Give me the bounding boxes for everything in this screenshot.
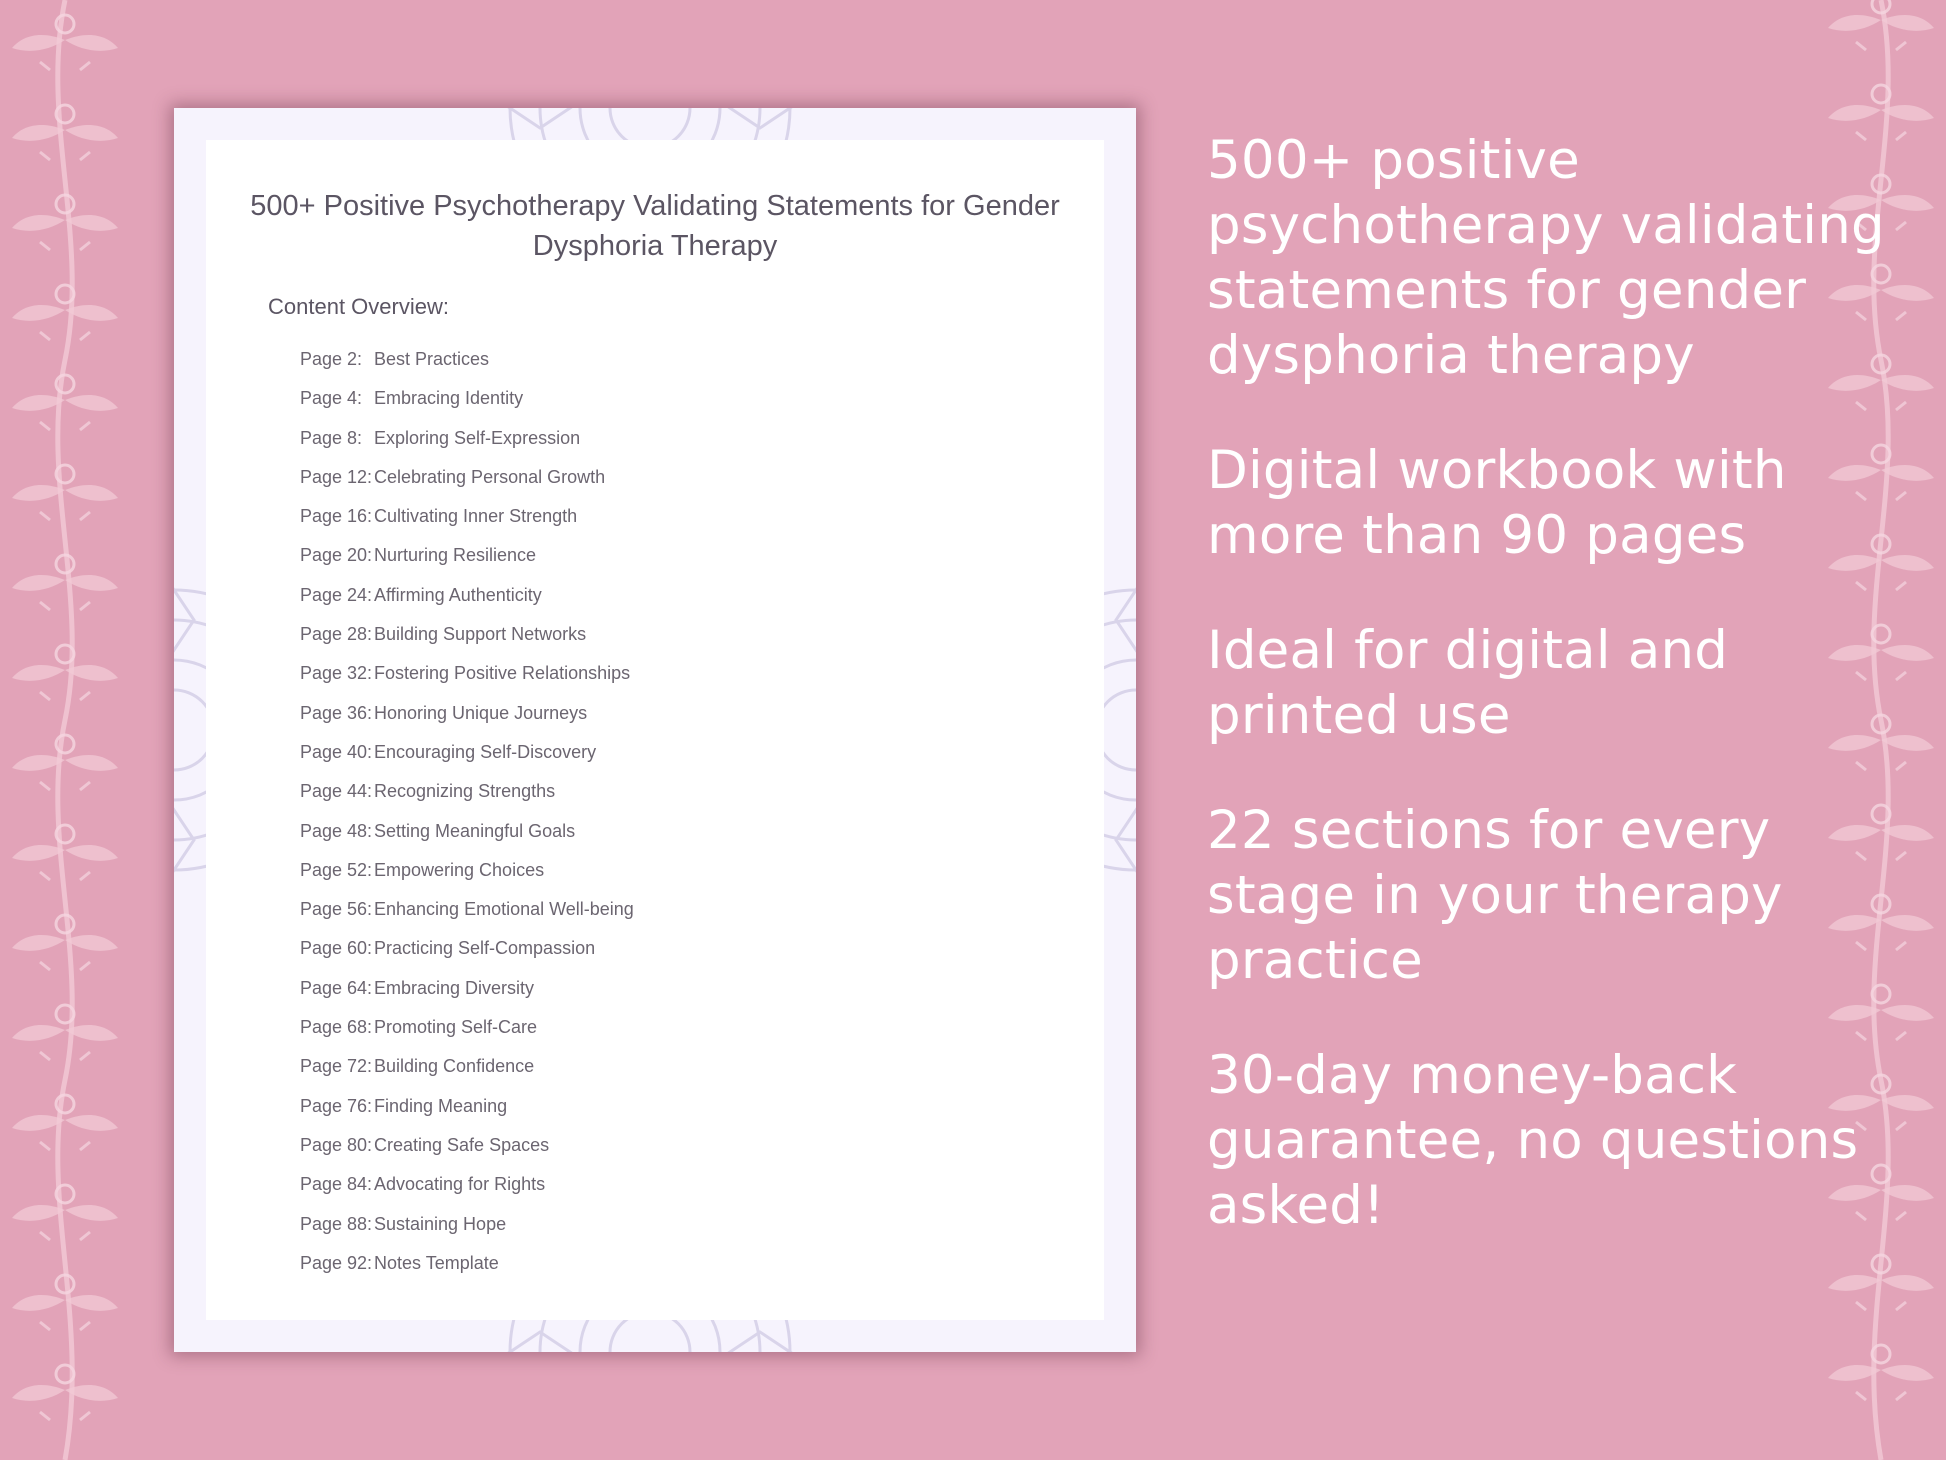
toc-section-title: Cultivating Inner Strength [374,506,578,527]
toc-section-title: Sustaining Hope [374,1213,507,1234]
toc-page-number: Page 4: [300,388,363,409]
toc-item [300,615,634,654]
toc-page-number: Page 92: [300,1252,373,1273]
toc-item [300,379,634,418]
feature-text: Digital workbook with more than 90 pages [1207,440,1787,566]
toc-section-title: Exploring Self-Expression [374,427,581,448]
document-title: 500+ Positive Psychotherapy Validating Statements for Gender Dysphoria Therapy [250,190,1060,262]
toc-page-number: Page 32: [300,663,373,684]
toc-page-number: Page 64: [300,977,373,998]
toc-item [300,851,634,890]
toc-page-number: Page 16: [300,506,373,527]
toc-page-number: Page 48: [300,820,373,841]
toc-item [300,419,634,458]
toc-section-title: Embracing Diversity [374,977,535,998]
worksheet-page [206,140,1104,1320]
toc-section-title: Encouraging Self-Discovery [374,741,597,762]
feature-text: 30-day money-back guarantee, no questions asked! [1207,1045,1859,1236]
toc-page-number: Page 76: [300,1095,373,1116]
toc-page-number: Page 52: [300,859,373,880]
toc-section-title: Celebrating Personal Growth [374,466,606,487]
toc-page-number: Page 20: [300,545,373,566]
toc-item [300,340,634,379]
toc-section-title: Fostering Positive Relationships [374,663,631,684]
toc-section-title: Notes Template [374,1252,499,1273]
feature-text: Ideal for digital and printed use [1207,620,1729,746]
toc-section-title: Advocating for Rights [374,1174,546,1195]
toc-section-title: Setting Meaningful Goals [374,820,576,841]
toc-page-number: Page 88: [300,1213,373,1234]
toc-item [300,890,634,929]
toc-item [300,497,634,536]
toc-section-title: Best Practices [374,349,490,369]
toc-page-number: Page 56: [300,899,373,920]
toc-item [300,458,634,497]
toc-item [300,1205,634,1244]
toc-page-number: Page 36: [300,702,373,723]
toc-item [300,1165,634,1204]
floral-vine-left-icon [0,0,130,1460]
toc-page-number: Page 44: [300,781,373,802]
toc-page-number: Page 28: [300,624,373,645]
toc-section-title: Building Support Networks [374,624,587,645]
toc-item [300,772,634,811]
toc-section-title: Nurturing Resilience [374,545,537,566]
toc-section-title: Finding Meaning [374,1095,508,1116]
toc-page-number: Page 72: [300,1056,373,1077]
toc-page-number: Page 40: [300,741,373,762]
toc-section-title: Promoting Self-Care [374,1017,538,1038]
toc-section-title: Practicing Self-Compassion [374,938,596,959]
toc-section-title: Recognizing Strengths [374,781,556,802]
toc-section-title: Affirming Authenticity [374,584,542,605]
toc-section-title: Honoring Unique Journeys [374,702,588,723]
toc-page-number: Page 84: [300,1174,373,1195]
toc-section-title: Empowering Choices [374,859,545,880]
toc-item [300,1008,634,1047]
toc-item [300,576,634,615]
toc-item [300,1126,634,1165]
toc-item [300,536,634,575]
toc-item [300,969,634,1008]
toc-section-title: Enhancing Emotional Well-being [374,899,634,920]
toc-section-title: Creating Safe Spaces [374,1134,550,1155]
toc-item [300,1087,634,1126]
toc-section-title: Building Confidence [374,1056,535,1077]
content-overview-label: Content Overview: [268,294,449,319]
toc-page-number: Page 12: [300,466,373,487]
toc-page-number: Page 68: [300,1017,373,1038]
toc-page-number: Page 2: [300,349,363,369]
worksheet-preview [174,108,1136,1352]
toc-page-number: Page 8: [300,427,363,448]
toc-item [300,812,634,851]
toc-page-number: Page 24: [300,584,373,605]
toc-section-title: Embracing Identity [374,388,524,409]
toc-item [300,929,634,968]
toc-page-number: Page 60: [300,938,373,959]
toc-item [300,1244,634,1283]
toc-item [300,733,634,772]
table-of-contents [300,340,634,1283]
feature-list [1207,128,1907,1288]
toc-page-number: Page 80: [300,1134,373,1155]
toc-item [300,654,634,693]
toc-item [300,1047,634,1086]
toc-item [300,694,634,733]
feature-text: 22 sections for every stage in your therapy practice [1207,800,1783,991]
feature-text: 500+ positive psychotherapy validating statements for gender dysphoria therapy [1207,130,1885,386]
